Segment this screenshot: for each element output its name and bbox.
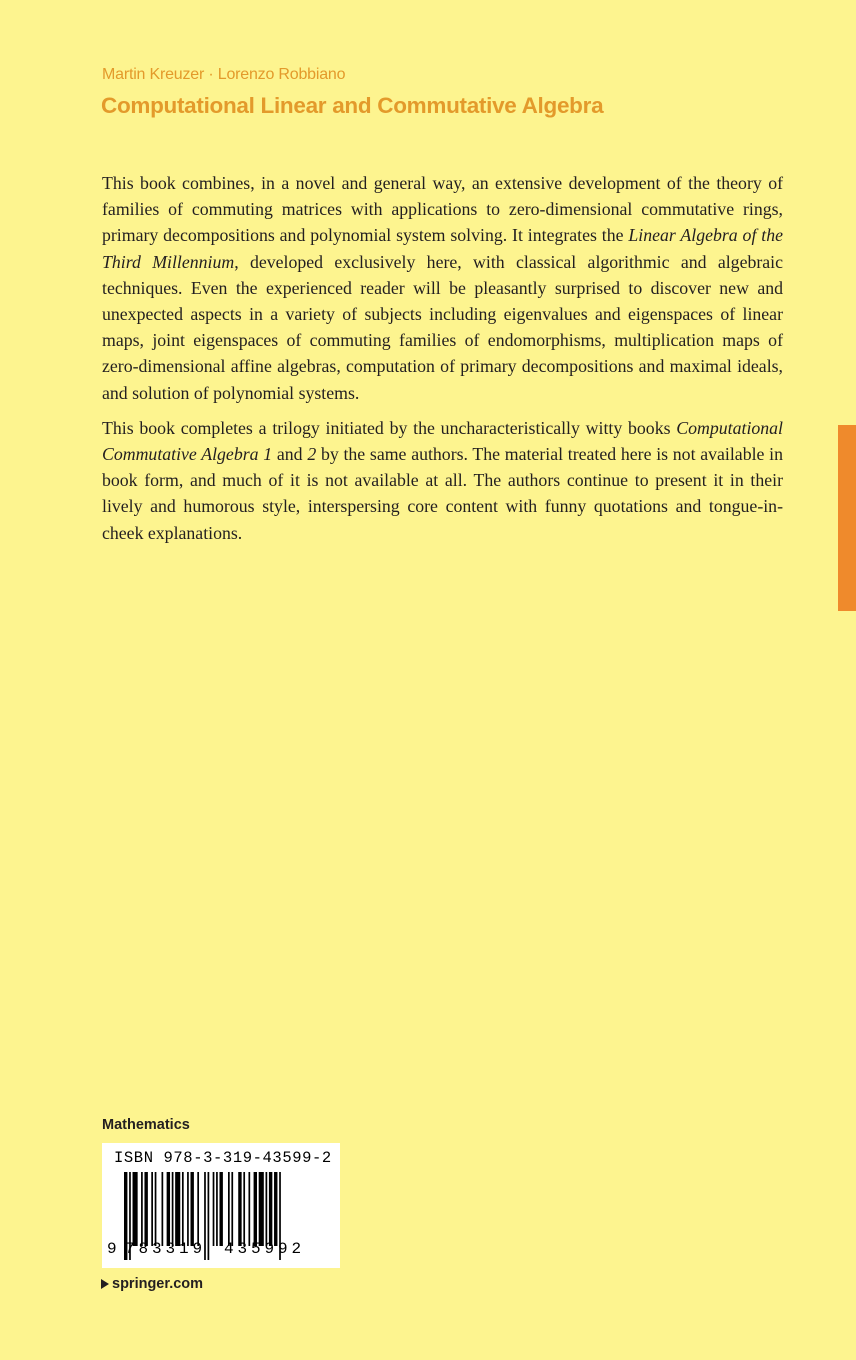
publisher-label: springer.com [112, 1276, 204, 1292]
barcode-bar [155, 1172, 157, 1246]
triangle-right-icon [101, 1279, 109, 1289]
barcode-bar [141, 1172, 143, 1246]
barcode-bar [219, 1172, 222, 1246]
barcode-bar [197, 1172, 199, 1246]
barcode-bar [269, 1172, 272, 1246]
barcode-bar [162, 1172, 164, 1246]
barcode-bar [228, 1172, 230, 1246]
barcode-bar [208, 1172, 210, 1260]
barcode-bar [144, 1172, 147, 1246]
blurb-paragraph-1: This book combines, in a novel and general way, an extensive development of the theory of families of commuting matrices with applications to zero-dimensional commutative rings, primary decompositions and polynomial system solving. It integrates the Linear Algebra of the Third Millennium, developed exclusively here, with classical algorithmic and algebraic techniques. Even the experienced reader will be pleasantly surprised to discover new and unexpected aspects in a variety of subjects including eigenvalues and eigenspaces of linear maps, joint eigenspaces of commuting families of endomorphisms, multiplication maps of zero-dimensional affine algebras, computation of primary decompositions and maximal ideals, and solution of polynomial systems. [102, 173, 784, 403]
barcode-bar [175, 1172, 180, 1246]
author-names: Martin Kreuzer · Lorenzo Robbiano [102, 66, 346, 83]
barcode-bar [238, 1172, 241, 1246]
barcode-bar [213, 1172, 215, 1246]
barcode-bar [248, 1172, 250, 1246]
side-color-tab [838, 425, 856, 611]
subject-category: Mathematics [102, 1117, 190, 1133]
barcode-bar [231, 1172, 233, 1246]
barcode-left-digits: 783319 [125, 1240, 207, 1258]
publisher-link[interactable] [101, 1276, 203, 1292]
barcode-bar [266, 1172, 268, 1246]
isbn-label: ISBN 978-3-319-43599-2 [114, 1149, 332, 1167]
barcode-bar [254, 1172, 257, 1246]
barcode-bar [172, 1172, 174, 1246]
book-title: Computational Linear and Commutative Algebra [101, 93, 604, 118]
barcode-bar [151, 1172, 153, 1246]
barcode-bar [243, 1172, 245, 1246]
barcode-bar [259, 1172, 264, 1246]
barcode-bar [182, 1172, 184, 1246]
barcode-bar [167, 1172, 170, 1246]
barcode-lead-digit: 9 [107, 1240, 117, 1258]
barcode-bar [187, 1172, 189, 1246]
book-blurb [102, 170, 783, 555]
blurb-paragraph-2: This book completes a trilogy initiated by the uncharacteristically witty books Computational Commutative Algebra 1 and 2 by the same authors. The material treated here is not available in book form, and much of it is not available at all. The authors continue to present it in their lively and humorous style, interspersing core content with funny quotations and tongue-in-cheek explanations. [102, 417, 783, 543]
barcode-bar [216, 1172, 218, 1246]
barcode-right-digits: 435992 [224, 1240, 306, 1258]
barcode-bar [274, 1172, 277, 1246]
barcode-bar [133, 1172, 138, 1246]
barcode-bar [190, 1172, 193, 1246]
